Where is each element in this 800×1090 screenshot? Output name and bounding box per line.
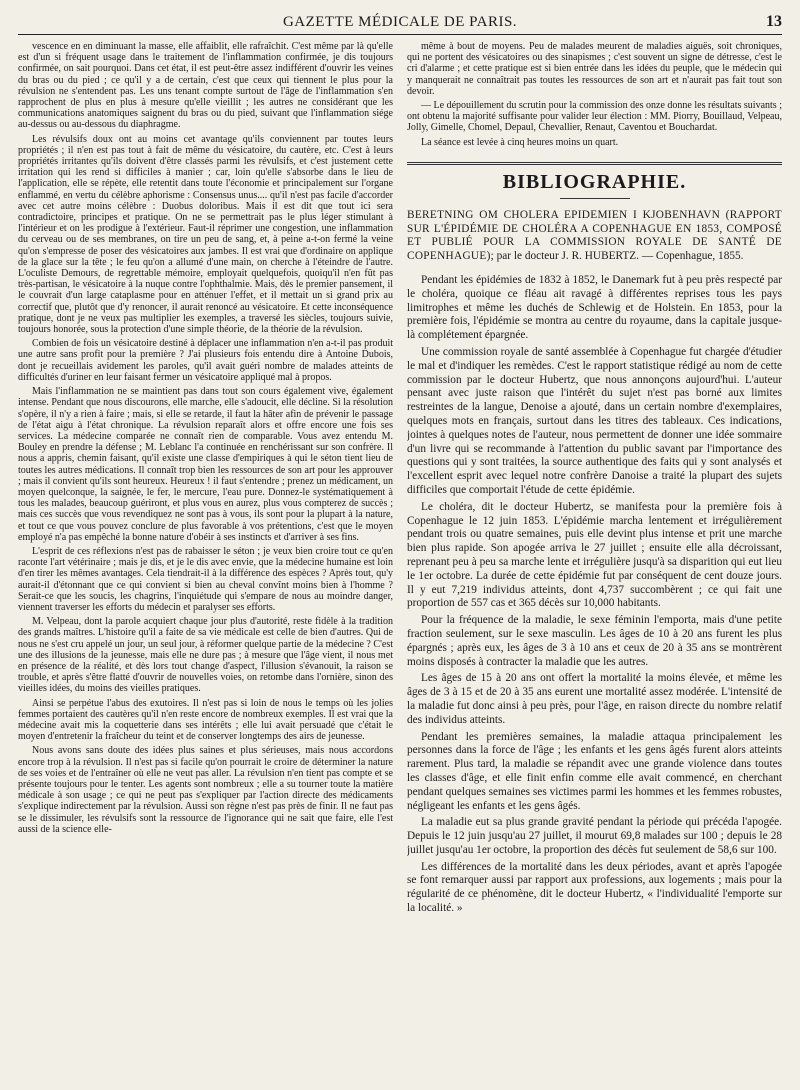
left-paragraph: vescence en en diminuant la masse, elle affaiblit, elle rafraîchit. C'est même par là qu'elle est d'un si fréquent usage dans le traitement de l'inflammation confirmée, je dis toujours confirmée, on sait pourquoi. Dans cet état, il est peut-être assez indifférent d'ouvrir les veines du bras ou du pied ; ce qu'il y a de certain, c'est que ceux qui tiennent le plus pour la révulsion ne s'entendent pas. Les uns tenant compte surtout de l'âge de l'inflammation s'en rapprochent de plus en plus à mesure qu'elle vieillit ; les autres ne considérant que les communications anatomiques saignent du bras ou du pied, suivant que l'inflammation siége au-dessus ou au-dessous du diaphragme.	[18, 41, 393, 131]
left-paragraph: Mais l'inflammation ne se maintient pas dans tout son cours également vive, également intense. Pendant que nous discourons, elle marche, elle s'adoucit, elle décline. Si la résolution s'opère, il n'y a rien à faire ; mais, si elle se retarde, il faut la hâter afin de prévenir le passage de l'état aigu à l'état chronique. La révulsion reparaît alors et offre encore une fois ses services. La médecine comparée ne connaît rien de comparable. Vous avez entendu M. Bouley en prendre la défense ; M. Leblanc l'a continuée en renchérissant sur son confrère. Il nous a appris, chemin faisant, qu'il existe une classe d'empiriques à qui le séton tient lieu de toutes les autres médications. Il connaît trop bien les ressources de son art pour les approuver ; mais il convient qu'ils sont heureux. Heureux ! il faut s'entendre ; prenez un médicament, un moyen quelconque, la saignée, le fer, le mercure, l'eau pure. Donnez-le systématiquement à tous les malades, beaucoup guériront, et plus vous en aurez, plus vous compterez de succès ; mais ces succès que vous revendiquez ne sont pas à vous, ils sont pour la plupart à la nature, et tout ce que vous pouvez conclure de plus favorable à vos prétentions, c'est que le moyen employé n'a pas empêché la bonne nature d'obéir à ses instincts et d'arriver à ses fins.	[18, 386, 393, 543]
book-title: BERETNING OM CHOLERA EPIDEMIEN I KJOBENHAVN (RAPPORT SUR L'ÉPIDÉMIE DE CHOLÉRA A COPENHAGUE EN 1853, COMPOSÉ ET PUBLIÉ POUR LA COMMISSION ROYALE DE SANTÉ DE COPENHAGUE)	[407, 208, 782, 263]
meeting-report	[407, 41, 782, 148]
left-paragraph: M. Velpeau, dont la parole acquiert chaque jour plus d'autorité, reste fidèle à la tradition des grands maîtres. L'histoire qu'il a faite de sa vie médicale est celle de bien d'autres. Qui de nous ne s'est cru appelé un jour, un seul jour, à réformer quelque partie de la médecine ? C'est une des illusions de la jeunesse, mais elle ne dure pas ; à mesure que l'âge vient, il nous met en présence de la réalité, et dès lors tout change d'aspect, l'illusion s'évanouit, la raison se trouble, et après s'être flatté d'ouvrir de nouvelles voies, on retombe dans l'ornière, sinon des vieilles idées, du moins des vieilles pratiques.	[18, 616, 393, 695]
review-paragraph: Pendant les premières semaines, la maladie attaqua principalement les personnes dans la force de l'âge ; les enfants et les gens âgés furent alors atteints rarement. Plus tard, la maladie se répandit avec une grande violence dans toutes les classes d'âge, et elle finit enfin comme elle avait commencé, en cherchant pendant quelques semaines ses victimes parmi les hommes et les femmes robustes, négligeant les enfants et les gens âgés.	[407, 730, 782, 812]
meeting-paragraph: — Le dépouillement du scrutin pour la commission des onze donne les résultats suivants ; ont obtenu la majorité suffisante pour valider leur élection : MM. Piorry, Bouillaud, Velpeau, Jolly, Gimelle, Chomel, Depaul, Chevallier, Renaut, Caventou et Bouchardat.	[407, 100, 782, 134]
text-columns	[18, 41, 782, 1087]
left-paragraph: Les révulsifs doux ont au moins cet avantage qu'ils conviennent par toutes leurs propriétés ; il n'en est pas tout à fait de même du vésicatoire, du cautère, etc. C'est à leurs propriétés irritantes qu'ils doivent d'être classés parmi les révulsifs, et c'est justement cette irritation qui les rend si difficiles à manier ; car, loin qu'elle s'absorbe dans le lieu de l'application, elle se répète, elle retentit dans toute l'économie et principalement sur l'organe enflammé, en vertu du célèbre aphorisme : Consensus unus.... qu'il n'est pas facile d'accorder avec cet autre moins célèbre : Duobus doloribus. Mais il est dit que tout ici sera contradictoire, principes et pratique. On ne se permettrait pas le plus léger stimulant à l'intérieur et on les prodigue à l'extérieur. Faut-il réprimer une congestion, une inflammation du cerveau ou de ses membranes, on tire un peu de sang, et, à peine a-t-on fermé la veine qu'on s'empresse de poser des vésicatoires aux jambes. Il est vrai que d'ordinaire on applique de la glace sur la tête ; le feu qu'on a allumé d'une main, on cherche à l'éteindre de l'autre. L'oculiste Demours, de regrettable mémoire, employait quelquefois, quoiqu'il n'en fût pas très-partisan, le vésicatoire à la nuque contre l'ophthalmie. Mais, dès le premier pansement, il le couvrait d'un large cataplasme pour en atténuer l'effet, et il mettait un si grand prix au correctif que, plutôt que d'y renoncer, il aurait renoncé au vésicatoire. Et cette inconséquence pratique, dont je ne veux pas multiplier les exemples, a traversé les siècles, toujours suivie, toujours honorée, sous la protection d'une simple théorie, de la théorie de la révulsion.	[18, 133, 393, 336]
left-column	[18, 41, 393, 1087]
meeting-closing: La séance est levée à cinq heures moins un quart.	[421, 136, 619, 148]
left-paragraph: Ainsi se perpétue l'abus des exutoires. Il n'est pas si loin de nous le temps où les jolies femmes portaient des cautères qu'il n'en reste encore de nombreux exemples. Il est vrai que la médecine avait mis la coquetterie dans ses intérêts ; elle lui avait persuadé que c'était le moyen d'entretenir la fraîcheur du teint et de conserver longtemps des airs de jeunesse.	[18, 697, 393, 743]
meeting-paragraph: même à bout de moyens. Peu de malades meurent de maladies aiguës, soit chroniques, qui ne portent des vésicatoires ou des sinapismes ; c'est souvent un signe de détresse, c'est le cri d'alarme ; et cette pratique est si bien entrée dans les idées du peuple, que le médecin qui y manquerait ne connaîtrait pas toutes les ressources de son art et n'aurait pas fait tout son devoir.	[407, 41, 782, 97]
left-paragraph: Combien de fois un vésicatoire destiné à déplacer une inflammation n'en a-t-il pas produit une autre sans profit pour la première ? J'ai plusieurs fois entendu dire à Antoine Dubois, dont je recueillais avidement les paroles, qu'il avait guéri nombre de malades atteints de difficultés d'uriner en leur faisant fermer un vésicatoire appliqué mal à propos.	[18, 338, 393, 383]
review-body	[407, 274, 782, 916]
book-author: ; par le docteur J. R. HUBERTZ. — Copenhague, 1855.	[490, 250, 744, 263]
page-number: 13	[766, 13, 782, 30]
review-paragraph: Les âges de 15 à 20 ans ont offert la mortalité la moins élevée, et même les âges de 3 à 15 et de 20 à 35 ans eurent une mortalité assez modérée. L'intensité de la maladie fut donc ainsi à peu près, pour l'âge, en raison directe du nombre relatif des individus atteints.	[407, 672, 782, 726]
review-paragraph: Pour la fréquence de la maladie, le sexe féminin l'emporta, mais d'une petite fraction seulement, sur le sexe masculin. Les âges de 10 à 20 ans furent les plus épargnés ; après eux, les âges de 3 à 10 ans et ceux de 20 à 35 ans se montrèrent moins disposés à contracter la maladie que les autres.	[407, 614, 782, 668]
review-paragraph: Les différences de la mortalité dans les deux périodes, avant et après l'apogée se font remarquer aussi par rapport aux professions, aux logements ; mais pour la régularité de ce phénomène, dit le docteur Hubertz, « l'individualité l'emporte sur la localité. »	[407, 860, 782, 915]
right-column	[407, 41, 782, 1087]
review-paragraph: Pendant les épidémies de 1832 à 1852, le Danemark fut à peu près respecté par le choléra, quoique ce fléau ait ravagé à différentes reprises tous les pays limitrophes et même les duchés de Schlewig et de Holstein. En 1853, pour la première fois, l'épidémie se montra au centre du royaume, dans la capitale jusque-là complétement épargnée.	[407, 274, 782, 342]
section-divider	[407, 162, 782, 165]
review-paragraph: Le choléra, dit le docteur Hubertz, se manifesta pour la première fois à Copenhague le 12 juin 1853. L'épidémie marcha lentement et irrégulièrement pendant trois ou quatre semaines, puis elle devint plus intense et prit une marche bien plus rapide. Son apogée arriva le 27 juillet ; ensuite elle alla décroissant, reprenant peu à peu sa marche lente et irrégulière jusqu'à sa disparition qui eut lieu le 1er octobre. La durée de cette épidémie fut par conséquent de cent douze jours. Il y eut 7,219 individus atteints, dont 4,737 succombèrent ; ce qui fait une proportion de 557 cas et 365 décès sur 10,000 habitants.	[407, 500, 782, 610]
section-title: BIBLIOGRAPHIE.	[502, 170, 687, 193]
book-reference	[407, 209, 782, 264]
journal-title: GAZETTE MÉDICALE DE PARIS.	[282, 14, 518, 30]
review-paragraph: La maladie eut sa plus grande gravité pendant la période qui précéda l'apogée. Depuis le 12 juin jusqu'au 27 juillet, il mourut 69,8 malades sur 100 ; depuis le 28 juillet jusqu'au 1er octobre, la proportion des décès fut seulement de 58,6 sur 100.	[407, 816, 782, 856]
review-paragraph: Une commission royale de santé assemblée à Copenhague fut chargée d'étudier le mal et d'indiquer les remèdes. C'est le rapport statistique rédigé au nom de cette commission par le docteur Hubertz, que nous annonçons aujourd'hui. L'auteur pensant avec juste raison que l'intérêt du sujet n'est pas borné aux limites restreintes de la langue, Denoise a ajouté, dans un certain nombre d'exemplaires, quelques mots en français, surtout dans les titres des tableaux. Ces indications, jointes à quelques notes de l'auteur, nous permettent de donner une idée sommaire d'un livre qui se recommande à l'attention du public savant par l'importance des questions qui y sont traitées, la source authentique des faits qui y sont analysés et l'excellent esprit avec lequel notre confrère Danoise a traité la plupart des sujets difficiles que comportait l'étude de cette épidémie.	[407, 346, 782, 496]
left-paragraph: L'esprit de ces réflexions n'est pas de rabaisser le séton ; je veux bien croire tout ce qu'en raconte l'art vétérinaire ; mais je dis, et je le dis avec envie, que la médecine humaine est loin d'en tirer les mêmes avantages. Cela tiendrait-il à la différence des espèces ? Après tout, qu'y aurait-il d'étonnant que ce qui convient si bien au cheval convînt moins bien à l'homme ? Serait-ce que les soucis, les chagrins, l'inquiétude qui s'empare de nous au moindre danger, viennent traverser les efforts du médecin et paralyser ses efforts.	[18, 545, 393, 613]
left-paragraph: Nous avons sans doute des idées plus saines et plus sérieuses, mais nous accordons encore trop à la révulsion. Il n'est pas si facile qu'on pourrait le croire de déterminer la nature de ses voies et de l'entraîner où elle ne veut pas aller. La révulsion n'en tient pas compte et se présente toujours pour le tenter. Les agents sont nombreux ; elle a su tourner toute la matière médicale à son usage ; ce qui ne peut pas s'expliquer par l'action directe des médicaments s'explique indirectement par la révulsion. Aussi son règne n'est pas près de finir. Il ne faut pas se le dissimuler, les révulsifs sont la ressource de l'ignorance qui ne sait que faire, elle l'est aussi de la science elle-	[18, 745, 393, 835]
running-head	[18, 12, 782, 35]
title-underline	[560, 198, 630, 199]
